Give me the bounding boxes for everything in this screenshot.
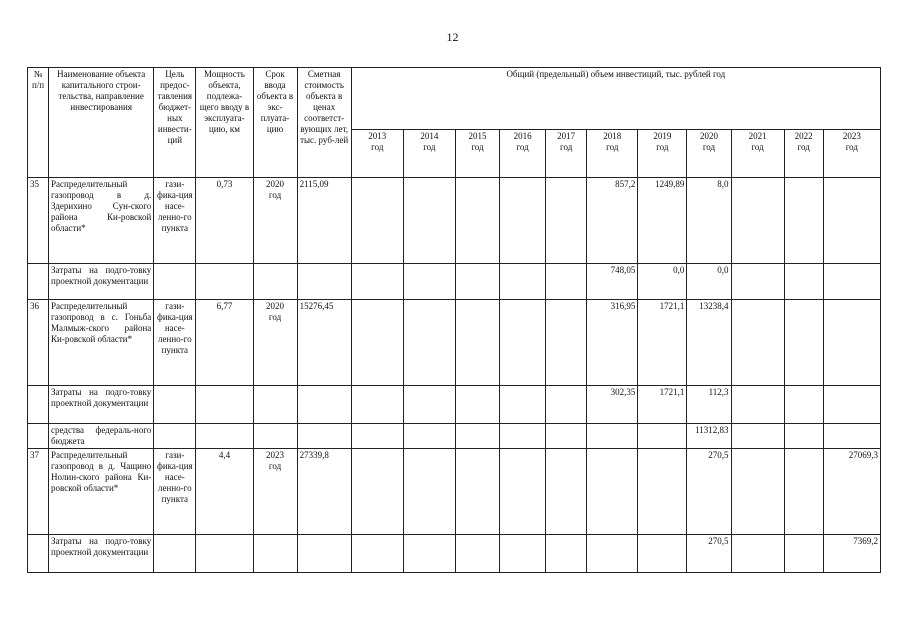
cell-power: 0,73 xyxy=(196,178,253,264)
cell-term xyxy=(253,535,297,573)
cell-goal: гази-фика-ция насе-ленно-го пункта xyxy=(154,449,196,535)
cell-term: 2020 год xyxy=(253,300,297,386)
cell-no xyxy=(28,386,49,424)
header-power: Мощность объекта, подлежа-щего вводу в эксплуата-цию, км xyxy=(196,68,253,178)
investment-table xyxy=(27,67,881,573)
header-year: 2017 год xyxy=(546,130,587,178)
cell-2018 xyxy=(587,449,638,535)
cell-2019 xyxy=(638,424,687,449)
cell-2019: 1249,89 xyxy=(638,178,687,264)
cell-name: Распределительный газопровод в д. Здерихино Сун-ского района Ки-ровской области* xyxy=(49,178,154,264)
cell-2023 xyxy=(823,424,880,449)
cell-2018: 748,05 xyxy=(587,264,638,300)
cell-power xyxy=(196,264,253,300)
table-row xyxy=(28,535,881,573)
cell-2020: 8,0 xyxy=(687,178,731,264)
cell-2019 xyxy=(638,449,687,535)
cell-no xyxy=(28,424,49,449)
cell-no: 36 xyxy=(28,300,49,386)
table-row xyxy=(28,300,881,386)
cell-2020: 270,5 xyxy=(687,535,731,573)
table-row xyxy=(28,424,881,449)
cell-cost: 27339,8 xyxy=(297,449,351,535)
header-year: 2015 год xyxy=(455,130,499,178)
cell-no xyxy=(28,535,49,573)
cell-name: Распределительный газопровод в с. Гоньба Малмыж-ского района Ки-ровской области* xyxy=(49,300,154,386)
header-year: 2022 год xyxy=(784,130,823,178)
cell-2020: 0,0 xyxy=(687,264,731,300)
cell-goal xyxy=(154,424,196,449)
cell-2023: 27069,3 xyxy=(823,449,880,535)
cell-no xyxy=(28,264,49,300)
cell-2020: 270,5 xyxy=(687,449,731,535)
cell-cost xyxy=(297,535,351,573)
cell-power xyxy=(196,424,253,449)
cell-term: 2020 год xyxy=(253,178,297,264)
table-row xyxy=(28,264,881,300)
cell-2023 xyxy=(823,300,880,386)
cell-2018 xyxy=(587,535,638,573)
cell-2018: 316,95 xyxy=(587,300,638,386)
table-row xyxy=(28,449,881,535)
header-term: Срок ввода объекта в экс-плуата-цию xyxy=(253,68,297,178)
table-row xyxy=(28,178,881,264)
header-total: Общий (предельный) объем инвестиций, тыс. рублей год xyxy=(351,68,880,130)
cell-2023 xyxy=(823,264,880,300)
cell-name: Затраты на подго-товку проектной документации xyxy=(49,264,154,300)
cell-cost xyxy=(297,386,351,424)
cell-goal: гази-фика-ция насе-ленно-го пункта xyxy=(154,178,196,264)
cell-goal xyxy=(154,386,196,424)
cell-term xyxy=(253,424,297,449)
cell-2020: 11312,83 xyxy=(687,424,731,449)
cell-name: средства федераль-ного бюджета xyxy=(49,424,154,449)
header-year: 2023 год xyxy=(823,130,880,178)
cell-power xyxy=(196,535,253,573)
cell-power: 4,4 xyxy=(196,449,253,535)
cell-cost: 2115,09 xyxy=(297,178,351,264)
cell-power: 6,77 xyxy=(196,300,253,386)
header-year: 2019 год xyxy=(638,130,687,178)
cell-cost: 15276,45 xyxy=(297,300,351,386)
table-row xyxy=(28,386,881,424)
cell-name: Затраты на подго-товку проектной документации xyxy=(49,386,154,424)
cell-2023: 7369,2 xyxy=(823,535,880,573)
cell-term xyxy=(253,264,297,300)
cell-2023 xyxy=(823,178,880,264)
cell-2018: 857,2 xyxy=(587,178,638,264)
header-year: 2014 год xyxy=(403,130,455,178)
header-year: 2016 год xyxy=(500,130,546,178)
cell-2019: 1721,1 xyxy=(638,300,687,386)
cell-2020: 13238,4 xyxy=(687,300,731,386)
cell-term xyxy=(253,386,297,424)
header-cost: Сметная стоимость объекта в ценах соответст-вующих лет, тыс. руб-лей xyxy=(297,68,351,178)
cell-no: 35 xyxy=(28,178,49,264)
header-year: 2013 год xyxy=(351,130,403,178)
header-year: 2020 год xyxy=(687,130,731,178)
cell-power xyxy=(196,386,253,424)
header-name: Наименование объекта капитального строи-тельства, направление инвестирования xyxy=(49,68,154,178)
cell-2019: 0,0 xyxy=(638,264,687,300)
cell-name: Затраты на подго-товку проектной документации xyxy=(49,535,154,573)
cell-no: 37 xyxy=(28,449,49,535)
header-year: 2018 год xyxy=(587,130,638,178)
cell-goal xyxy=(154,264,196,300)
page-number: 12 xyxy=(446,30,459,44)
cell-name: Распределительный газопровод в д. Чащино Нолин-ского района Ки-ровской области* xyxy=(49,449,154,535)
header-year: 2021 год xyxy=(731,130,784,178)
cell-goal xyxy=(154,535,196,573)
cell-2019: 1721,1 xyxy=(638,386,687,424)
cell-term: 2023 год xyxy=(253,449,297,535)
header-no: № п/п xyxy=(28,68,49,178)
cell-goal: гази-фика-ция насе-ленно-го пункта xyxy=(154,300,196,386)
cell-2023 xyxy=(823,386,880,424)
cell-2018: 302,35 xyxy=(587,386,638,424)
cell-2019 xyxy=(638,535,687,573)
cell-2018 xyxy=(587,424,638,449)
cell-cost xyxy=(297,264,351,300)
cell-2020: 112,3 xyxy=(687,386,731,424)
header-goal: Цель предос-тавления бюджет-ных инвести-ций xyxy=(154,68,196,178)
cell-cost xyxy=(297,424,351,449)
